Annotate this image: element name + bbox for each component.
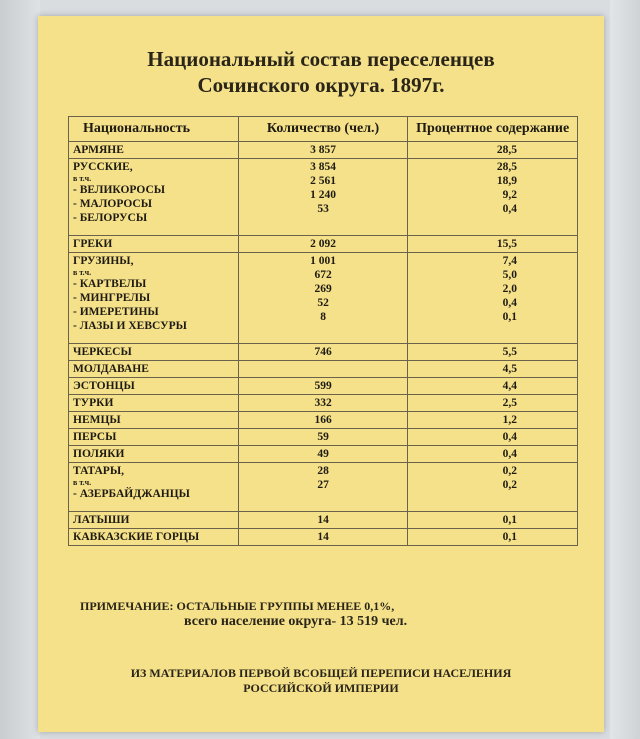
sub-percent-value: 0,4 bbox=[502, 203, 517, 215]
nationality-name: ПОЛЯКИ bbox=[73, 448, 125, 460]
nationality-cell bbox=[69, 344, 239, 361]
percent-value: 15,5 bbox=[496, 238, 517, 250]
nationality-cell bbox=[69, 512, 239, 529]
count-value: 28 bbox=[317, 465, 329, 477]
row-gap bbox=[243, 216, 404, 225]
sub-percent-value: 5,0 bbox=[502, 269, 517, 281]
count-cell bbox=[238, 446, 408, 463]
count-cell bbox=[238, 361, 408, 378]
percent-value: 4,4 bbox=[502, 380, 517, 392]
poster-sheet bbox=[38, 16, 604, 732]
count-value: 2 092 bbox=[310, 238, 337, 250]
sub-nationality-name: - АЗЕРБАЙДЖАНЦЫ bbox=[73, 488, 190, 500]
percent-value: 28,5 bbox=[496, 161, 517, 173]
poster-title bbox=[38, 46, 604, 98]
table-row bbox=[69, 429, 578, 446]
header-count: Количество (чел.) bbox=[238, 117, 408, 142]
percent-cell bbox=[408, 159, 578, 236]
table-row bbox=[69, 344, 578, 361]
percent-cell bbox=[408, 236, 578, 253]
nationality-name: АРМЯНЕ bbox=[73, 144, 124, 156]
nationality-name: ЧЕРКЕСЫ bbox=[73, 346, 132, 358]
nationality-name: НЕМЦЫ bbox=[73, 414, 121, 426]
row-gap bbox=[412, 492, 517, 501]
count-cell bbox=[238, 463, 408, 512]
nationality-cell bbox=[69, 361, 239, 378]
nationality-name: ЛАТЫШИ bbox=[73, 514, 130, 526]
nationality-name: ПЕРСЫ bbox=[73, 431, 117, 443]
wall-background-left bbox=[0, 0, 40, 739]
census-table bbox=[68, 116, 578, 546]
sub-percent-value: 2,0 bbox=[502, 283, 517, 295]
count-cell bbox=[238, 253, 408, 344]
percent-value: 28,5 bbox=[496, 144, 517, 156]
percent-value: 2,5 bbox=[502, 397, 517, 409]
row-gap bbox=[73, 501, 234, 510]
census-table-body bbox=[69, 142, 578, 546]
table-row bbox=[69, 395, 578, 412]
row-gap bbox=[412, 324, 517, 333]
nationality-cell bbox=[69, 429, 239, 446]
nationality-name: МОЛДАВАНЕ bbox=[73, 363, 149, 375]
table-header-row bbox=[69, 117, 578, 142]
percent-value: 0,1 bbox=[502, 514, 517, 526]
table-row bbox=[69, 159, 578, 236]
count-cell bbox=[238, 529, 408, 546]
nationality-name: ГРУЗИНЫ, bbox=[73, 255, 134, 267]
nationality-cell bbox=[69, 529, 239, 546]
table-row bbox=[69, 412, 578, 429]
nationality-cell bbox=[69, 412, 239, 429]
percent-cell bbox=[408, 463, 578, 512]
percent-cell bbox=[408, 395, 578, 412]
nationality-name: КАВКАЗСКИЕ ГОРЦЫ bbox=[73, 531, 200, 543]
percent-value: 0,1 bbox=[502, 531, 517, 543]
sub-nationality-name: - ЛАЗЫ И ХЕВСУРЫ bbox=[73, 320, 187, 332]
sub-nationality-name: - МИНГРЕЛЫ bbox=[73, 292, 151, 304]
sub-nationality-name: - ИМЕРЕТИНЫ bbox=[73, 306, 159, 318]
nationality-cell bbox=[69, 395, 239, 412]
count-value: 1 001 bbox=[310, 255, 337, 267]
nationality-cell bbox=[69, 446, 239, 463]
source-line-1: ИЗ МАТЕРИАЛОВ ПЕРВОЙ ВСОБЩЕЙ ПЕРЕПИСИ НАСЕЛЕНИЯ bbox=[130, 666, 512, 680]
nationality-name: ТАТАРЫ, bbox=[73, 465, 124, 477]
header-percent: Процентное содержание bbox=[408, 117, 578, 142]
count-cell bbox=[238, 159, 408, 236]
note-line-2: всего население округа- 13 519 чел. bbox=[184, 614, 408, 629]
percent-cell bbox=[408, 142, 578, 159]
count-value: 49 bbox=[317, 448, 329, 460]
table-row bbox=[69, 463, 578, 512]
percent-cell bbox=[408, 361, 578, 378]
subgroup-note: в т.ч. bbox=[73, 174, 92, 183]
count-value: 14 bbox=[317, 531, 329, 543]
count-cell bbox=[238, 378, 408, 395]
nationality-name: ЭСТОНЦЫ bbox=[73, 380, 135, 392]
title-line-2: Сочинского округа. 1897г. bbox=[197, 73, 445, 97]
nationality-name: РУССКИЕ, bbox=[73, 161, 133, 173]
sub-count-value: 8 bbox=[320, 311, 326, 323]
percent-value: 0,4 bbox=[502, 448, 517, 460]
title-line-1: Национальный состав переселенцев bbox=[147, 47, 495, 71]
percent-cell bbox=[408, 344, 578, 361]
nationality-cell bbox=[69, 463, 239, 512]
nationality-cell bbox=[69, 142, 239, 159]
count-value: 599 bbox=[314, 380, 332, 392]
sub-nationality-name: - БЕЛОРУСЫ bbox=[73, 212, 148, 224]
count-cell bbox=[238, 395, 408, 412]
nationality-name: ГРЕКИ bbox=[73, 238, 113, 250]
sub-count-value: 1 240 bbox=[310, 189, 337, 201]
percent-cell bbox=[408, 378, 578, 395]
percent-value: 4,5 bbox=[502, 363, 517, 375]
header-nationality: Национальность bbox=[69, 117, 239, 142]
table-row bbox=[69, 378, 578, 395]
nationality-name: ТУРКИ bbox=[73, 397, 114, 409]
sub-count-value: 53 bbox=[317, 203, 329, 215]
count-cell bbox=[238, 236, 408, 253]
table-row bbox=[69, 446, 578, 463]
table-row bbox=[69, 236, 578, 253]
row-gap bbox=[73, 225, 234, 234]
count-value: 14 bbox=[317, 514, 329, 526]
count-cell bbox=[238, 344, 408, 361]
row-gap bbox=[243, 492, 404, 501]
count-cell bbox=[238, 429, 408, 446]
sub-nationality-name: - МАЛОРОСЫ bbox=[73, 198, 153, 210]
sub-percent-value: 9,2 bbox=[502, 189, 517, 201]
sub-nationality-name: - ВЕЛИКОРОСЫ bbox=[73, 184, 166, 196]
nationality-cell bbox=[69, 253, 239, 344]
source-line-2: РОССИЙСКОЙ ИМПЕРИИ bbox=[243, 681, 399, 695]
nationality-cell bbox=[69, 236, 239, 253]
count-value: 59 bbox=[317, 431, 329, 443]
source-caption bbox=[38, 666, 604, 696]
table-row bbox=[69, 142, 578, 159]
table-row bbox=[69, 361, 578, 378]
sub-percent-value: 0,2 bbox=[502, 479, 517, 491]
sub-percent-value: 0,4 bbox=[502, 297, 517, 309]
row-gap bbox=[412, 216, 517, 225]
sub-count-value: 2 561 bbox=[310, 175, 337, 187]
count-value: 746 bbox=[314, 346, 332, 358]
sub-count-value: 52 bbox=[317, 297, 329, 309]
percent-cell bbox=[408, 512, 578, 529]
count-value: 166 bbox=[314, 414, 332, 426]
subgroup-note: в т.ч. bbox=[73, 478, 92, 487]
wall-background-right bbox=[610, 0, 640, 739]
percent-cell bbox=[408, 412, 578, 429]
table-row bbox=[69, 529, 578, 546]
sub-count-value: 269 bbox=[314, 283, 332, 295]
sub-nationality-name: - КАРТВЕЛЫ bbox=[73, 278, 147, 290]
sub-count-value: 672 bbox=[314, 269, 332, 281]
percent-cell bbox=[408, 253, 578, 344]
sub-percent-value: 0,1 bbox=[502, 311, 517, 323]
count-value: 3 854 bbox=[310, 161, 337, 173]
row-gap bbox=[73, 333, 234, 342]
percent-cell bbox=[408, 429, 578, 446]
note-line-1: ПРИМЕЧАНИЕ: ОСТАЛЬНЫЕ ГРУППЫ МЕНЕЕ 0,1%, bbox=[80, 599, 395, 613]
count-value: 332 bbox=[314, 397, 332, 409]
subgroup-note: в т.ч. bbox=[73, 268, 92, 277]
percent-value: 0,4 bbox=[502, 431, 517, 443]
count-value: 3 857 bbox=[310, 144, 337, 156]
percent-cell bbox=[408, 529, 578, 546]
sub-count-value: 27 bbox=[317, 479, 329, 491]
table-row bbox=[69, 512, 578, 529]
percent-cell bbox=[408, 446, 578, 463]
row-gap bbox=[243, 324, 404, 333]
percent-value: 5,5 bbox=[502, 346, 517, 358]
percent-value: 0,2 bbox=[502, 465, 517, 477]
nationality-cell bbox=[69, 378, 239, 395]
count-cell bbox=[238, 512, 408, 529]
percent-value: 7,4 bbox=[502, 255, 517, 267]
sub-percent-value: 18,9 bbox=[496, 175, 517, 187]
nationality-cell bbox=[69, 159, 239, 236]
count-cell bbox=[238, 412, 408, 429]
table-row bbox=[69, 253, 578, 344]
count-cell bbox=[238, 142, 408, 159]
percent-value: 1,2 bbox=[502, 414, 517, 426]
